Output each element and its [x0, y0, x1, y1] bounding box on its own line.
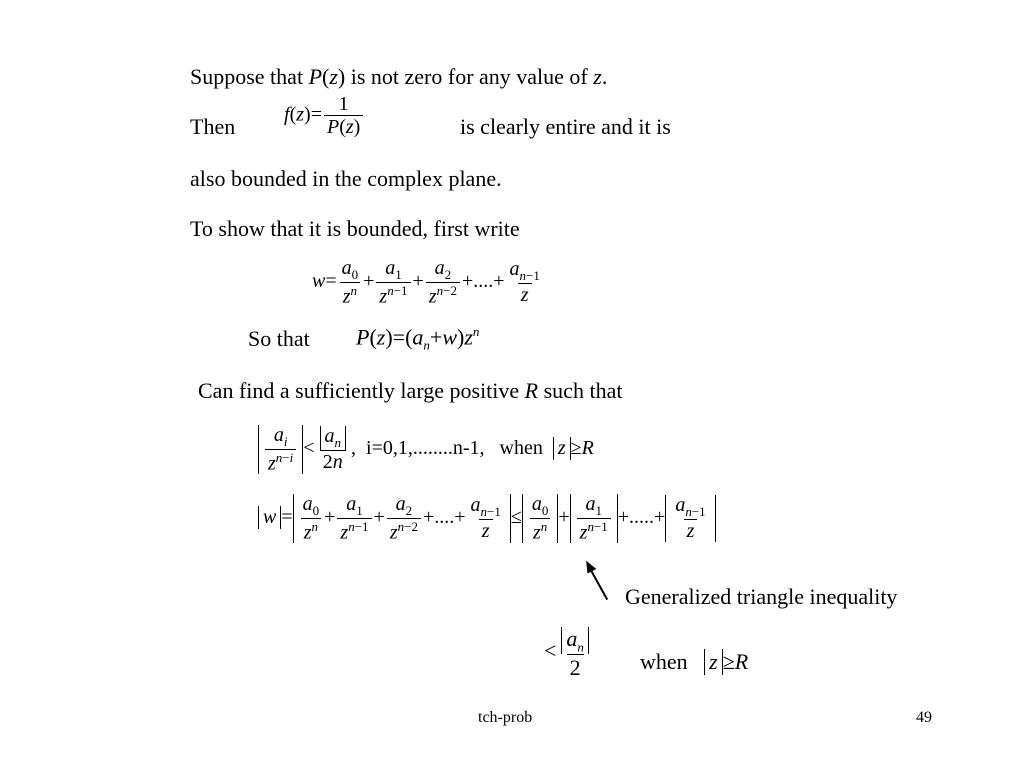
p-factorization-equation: $P(z)=(a_n+w)z^n$	[356, 324, 480, 353]
final-bound-inequality: < $\frac{a_n}{2}$	[544, 627, 594, 679]
coefficient-bound-inequality: $\frac{a_i}{z^{n-i}}$ < $\frac{a_n}{2n}$ , i=0,1,........n-1, when z ≥R	[258, 425, 594, 474]
w-triangle-inequality: w = $\frac{a_0}{z^n}$ + $\frac{a_1}{z^{n-1}}$ + $\frac{a_2}{z^{n-2}}$ +....+ $\frac{a_{n-1}}{z}$ ≤ $\frac{a_0}{z^n}$ + $\frac{a_1}{z^{n-1}}$ +.....+ $\frac{a_{n-1}}{z}$	[258, 494, 716, 543]
f-definition-equation: f(z)= $\frac{1}{P(z)}$	[284, 94, 365, 138]
bounded-statement: also bounded in the complex plane.	[190, 166, 502, 191]
statement-line-1: Suppose that P(z) is not zero for any value of z.	[190, 64, 608, 89]
large-r-statement: Can find a sufficiently large positive R such that	[198, 378, 623, 403]
arrow-head-icon	[582, 558, 597, 573]
page-number: 49	[916, 709, 932, 726]
entire-statement: is clearly entire and it is	[460, 114, 671, 139]
footer-label: tch-prob	[478, 709, 533, 726]
then-label: Then	[190, 114, 236, 139]
so-that-label: So that	[248, 326, 310, 351]
show-bounded-statement: To show that it is bounded, first write	[190, 216, 520, 241]
final-condition: when z ≥R	[640, 649, 749, 674]
w-definition-equation: w= $\frac{a_0}{z^n}$ + $\frac{a_1}{z^{n-1}}$ + $\frac{a_2}{z^{n-2}}$ +....+ $\frac{a_{n-1}}{z}$	[312, 257, 540, 308]
triangle-inequality-annotation: Generalized triangle inequality	[625, 584, 898, 609]
